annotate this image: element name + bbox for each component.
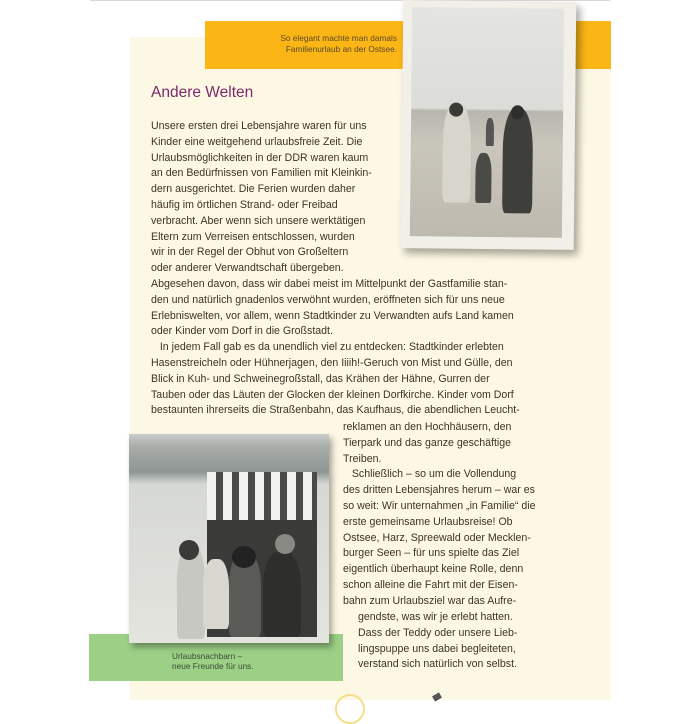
text-line: oder Kinder vom Dorf in die Großstadt.: [151, 325, 333, 338]
text-line: häufig im örtlichen Strand- oder Freibad: [151, 198, 338, 211]
text-line: Urlaubsmöglichkeiten in der DDR waren kaum: [151, 151, 369, 164]
text-line: Unsere ersten drei Lebensjahre waren für uns: [151, 120, 367, 132]
caption-line: Familienurlaub an der Ostsee.: [285, 44, 397, 54]
text-line: Abgesehen davon, dass wir dabei meist im Mittelpunkt der Gastfamilie stan-: [151, 277, 508, 290]
text-line: Kinder eine weitgehend urlaubsfreie Zeit. Die: [151, 135, 363, 148]
man-head: [511, 105, 524, 119]
text-line: Hasenstreicheln oder Hühnerjagen, den Iiiih!-Geruch von Mist und Gülle, den: [151, 356, 513, 369]
text-line: burger Seen – für uns spielte das Ziel: [343, 547, 520, 560]
text-line: In jedem Fall gab es da unendlich viel zu entdecken: Stadtkinder erlebten: [151, 341, 504, 354]
caption-line: neue Freunde für uns.: [172, 661, 254, 671]
text-line: dern ausgerichtet. Die Ferien wurden daher: [151, 183, 356, 196]
text-line: oder anderer Verwandtschaft übergeben.: [151, 262, 344, 275]
text-line: Treiben.: [343, 452, 382, 465]
text-line: den und natürlich gnadenlos verwöhnt wurden, eröffneten sich für uns neue: [151, 293, 505, 306]
text-line: lingspuppe uns dabei begleiteten,: [358, 642, 516, 655]
top-photo-caption: [280, 33, 397, 55]
man-figure: [263, 552, 301, 637]
beach-chair-photo: [129, 434, 329, 643]
text-line: Eltern zum Verreisen entschlossen, wurden: [151, 230, 355, 243]
text-line: so weit: Wir unternahmen „in Familie“ die: [343, 499, 536, 512]
decorative-circle: [335, 694, 365, 724]
text-line: erste gemeinsame Urlaubsreise! Ob: [343, 515, 513, 528]
text-line: Blick in Kuh- und Schweinegroßstall, das Krähen der Hähne, Gurren der: [151, 372, 490, 385]
text-line: bestaunten ihrerseits die Straßenbahn, das Kaufhaus, die abendlichen Leucht-: [151, 404, 520, 417]
bottom-photo-caption: [172, 651, 254, 671]
chair-stripes: [207, 472, 317, 520]
caption-line: So elegant machte man damals: [280, 33, 397, 43]
text-line: verstand sich natürlich von selbst.: [358, 658, 517, 671]
text-line: schon alleine die Fahrt mit der Eisen-: [343, 578, 518, 591]
woman-head: [449, 103, 463, 117]
body-text-right-column: [343, 420, 536, 610]
text-line: des dritten Lebensjahres herum – war es: [343, 484, 535, 497]
toddler-figure: [203, 559, 229, 629]
text-line: an den Bedürfnissen von Familien mit Kleinkin-: [151, 167, 372, 180]
body-text-full-width: [151, 119, 520, 419]
text-line: bahn zum Urlaubsziel war das Aufre-: [343, 594, 517, 607]
section-heading: Andere Welten: [151, 84, 254, 101]
text-line: Tierpark und das ganze geschäftige: [343, 436, 512, 449]
caption-line: Urlaubsnachbarn –: [172, 651, 243, 661]
text-line: eigentlich überhaupt keine Rolle, denn: [343, 563, 524, 576]
text-line: Erlebniswelten, vor allem, wenn Stadtkinder zu Verwandten aufs Land kamen: [151, 309, 514, 322]
body-text-indented: [358, 610, 517, 673]
text-line: Dass der Teddy oder unsere Lieb-: [358, 626, 518, 639]
boy-head: [179, 540, 199, 560]
text-line: wir in der Regel der Obhut von Großeltern: [151, 246, 349, 259]
text-line: verbracht. Aber wenn sich unsere werktätigen: [151, 214, 366, 227]
text-line: Ostsee, Harz, Spreewald oder Mecklen-: [343, 531, 531, 544]
text-line: gendste, was wir je erlebt hatten.: [358, 611, 513, 623]
text-line: Tauben oder das Läuten der Glocken der kleinen Dorfkirche. Kinder vom Dorf: [151, 388, 514, 401]
text-line: Schließlich – so um die Vollendung: [343, 468, 517, 481]
man-head: [275, 534, 295, 554]
woman-head: [232, 546, 256, 568]
text-line: reklamen an den Hochhäusern, den: [343, 421, 512, 433]
